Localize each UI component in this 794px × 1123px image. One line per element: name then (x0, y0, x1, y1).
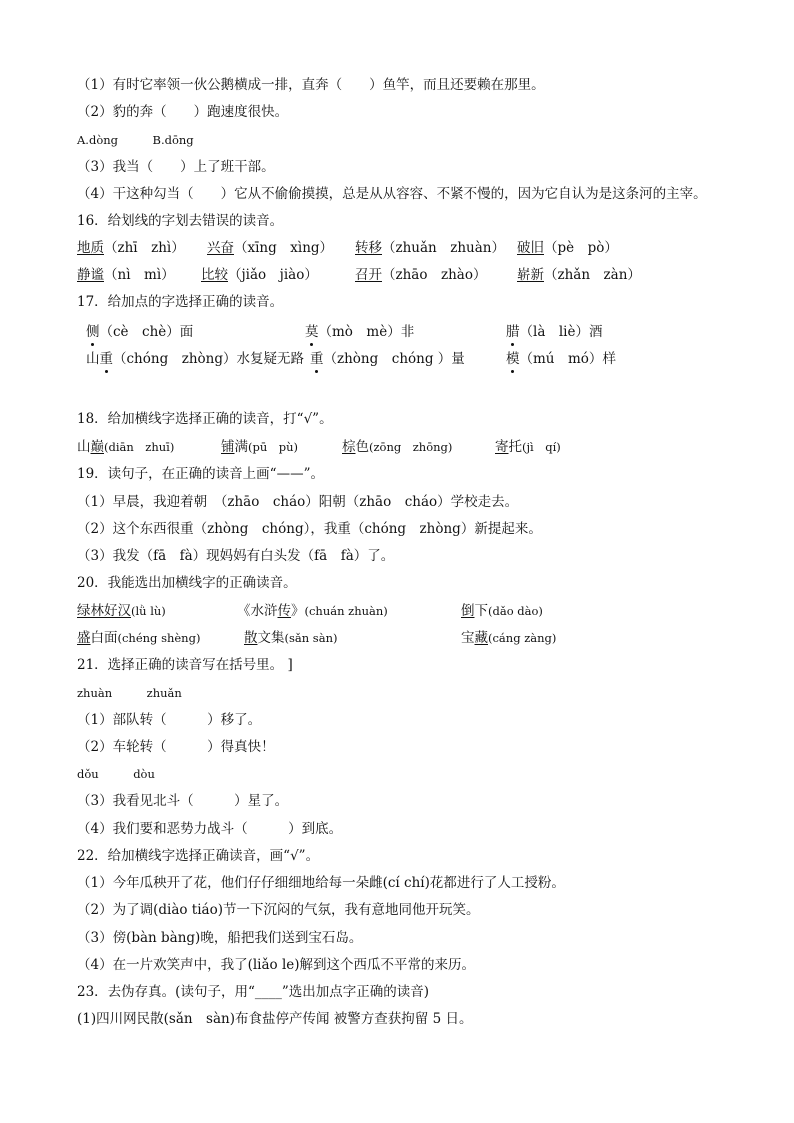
underlined-char: 巅 (90, 439, 104, 455)
pinyin-options: (zōng zhōng) (369, 440, 453, 454)
word-lead: 山 (77, 439, 91, 455)
q22-sentence-2: （2）为了调(diào tiáo)节一下沉闷的气氛，我有意地同他开玩笑。 (77, 902, 480, 918)
q22-sentence-4: （4）在一片欢笑声中，我了(liǎo le)解到这个西瓜不平常的来历。 (77, 957, 476, 973)
q19-sentence-1: （1）早晨，我迎着朝 （zhāo cháo）阳朝（zhāo cháo）学校走去。 (77, 494, 519, 510)
word-rest: 满 (234, 439, 248, 455)
word-rest: 非 (400, 324, 415, 340)
q16-title: 16．给划线的字划去错误的读音。 (77, 213, 284, 229)
pinyin-options: （xīng xìng） (234, 240, 334, 256)
q16-item (355, 266, 486, 284)
word-rest: 色 (355, 439, 369, 455)
dotted-char: 腊 (506, 324, 520, 340)
dotted-char: 重 (99, 351, 113, 367)
underlined-word: 转移 (355, 240, 382, 256)
q21-title: 21．选择正确的读音写在括号里。 ] (77, 657, 293, 673)
q15-sentence-2: （2）豹的奔（ ）跑速度很快。 (77, 104, 289, 120)
q21-sentence-3: （3）我看见北斗（ ）星了。 (77, 793, 289, 809)
pinyin-options: （là liè） (519, 324, 589, 340)
q16-item (207, 239, 333, 257)
underlined-char: 倒 (461, 603, 475, 619)
word-lead: 宝 (461, 630, 475, 646)
pinyin-options: （zhī zhì） (104, 240, 185, 256)
pinyin-options: （jiǎo jiào） (228, 267, 318, 283)
pinyin-options: （zhuǎn zhuàn） (382, 240, 505, 256)
pinyin-options: （mú mó） (519, 351, 603, 367)
dotted-char: 侧 (86, 324, 100, 340)
word-rest: 量 (451, 351, 465, 367)
q21-sentence-2: （2）车轮转（ ）得真快！ (77, 739, 275, 755)
word-rest: 下 (474, 603, 488, 619)
q20-item (461, 602, 543, 620)
underlined-char: 铺 (221, 439, 235, 455)
pinyin-options: （mò mè） (318, 324, 401, 340)
q15-sentence-4: （4）干这种勾当（ ）它从不偷偷摸摸，总是从从容容、不紧不慢的，因为它自认为是这条河的主宰。 (77, 186, 707, 202)
q20-item (461, 629, 556, 647)
q20-item (77, 602, 166, 620)
q18-item (77, 438, 174, 456)
q21-sentence-4: （4）我们要和恶势力战斗（ ）到底。 (77, 821, 343, 837)
q21-sentence-1: （1）部队转（ ）移了。 (77, 712, 262, 728)
underlined-char: 盛 (77, 630, 91, 646)
q20-title: 20．我能选出加横线字的正确读音。 (77, 575, 297, 591)
underlined-word: 破旧 (517, 240, 544, 256)
underlined-word: 召开 (355, 267, 382, 283)
dotted-char: 重 (310, 351, 324, 367)
pinyin-options: （zhāo zhào） (382, 267, 487, 283)
word-rest: 》 (291, 603, 305, 619)
pinyin-options: (pū pù) (248, 440, 299, 454)
pinyin-options: （pè pò） (544, 240, 618, 256)
word-rest: 面 (179, 324, 194, 340)
q16-item (77, 239, 185, 257)
q17-item (310, 350, 465, 368)
q16-item (517, 266, 641, 284)
q15-sentence-1: （1）有时它率领一伙公鹅横成一排，直奔（ ）鱼竿，而且还要赖在那里。 (77, 77, 545, 93)
q20-item (244, 629, 337, 647)
underlined-word: 绿林好汉 (77, 603, 131, 619)
underlined-word: 兴奋 (207, 240, 234, 256)
pinyin-options: (diān zhuī) (104, 440, 175, 454)
q16-item (355, 239, 505, 257)
dotted-char: 模 (506, 351, 520, 367)
pinyin-options: (dǎo dào) (488, 604, 543, 618)
underlined-word: 崭新 (517, 267, 544, 283)
pinyin-options: (chuán zhuàn) (304, 604, 388, 618)
q21-pinyin-pair-2: dǒu dòu (77, 767, 155, 781)
q19-sentence-3: （3）我发（fā fà）现妈妈有白头发（fā fà）了。 (77, 548, 395, 564)
underlined-char: 寄 (495, 439, 509, 455)
q17-item (305, 323, 414, 341)
q20-item (237, 602, 388, 620)
q17-title: 17．给加点的字选择正确的读音。 (77, 294, 284, 310)
dotted-char: 莫 (305, 324, 319, 340)
q23-title: 23．去伪存真。(读句子，用“____”选出加点字正确的读音) (77, 984, 430, 1000)
q18-item (221, 438, 298, 456)
q21-pinyin-pair-1: zhuàn zhuǎn (77, 686, 182, 700)
q19-title: 19．读句子，在正确的读音上画“——”。 (77, 466, 324, 482)
pinyin-options: （cè chè） (99, 324, 180, 340)
pinyin-options: （zhǎn zàn） (544, 267, 641, 283)
q19-sentence-2: （2）这个东西很重（zhòng chóng），我重（chóng zhòng）新提起来。 (77, 521, 542, 537)
underlined-char: 藏 (474, 630, 488, 646)
q16-item (77, 266, 175, 284)
pinyin-options: (jì qí) (522, 440, 561, 454)
q23-sentence-1: (1)四川网民散(sǎn sàn)布食盐停产传闻 被警方查获拘留 5 日。 (77, 1011, 473, 1027)
pinyin-options: (lǜ lù) (131, 604, 166, 618)
word-rest: 酒 (589, 324, 603, 340)
pinyin-options: (sǎn sàn) (284, 631, 338, 645)
q16-item (517, 239, 618, 257)
q17-item (506, 323, 603, 341)
q17-item (86, 350, 304, 368)
underlined-char: 传 (277, 603, 291, 619)
word-rest: 样 (602, 351, 616, 367)
q22-sentence-3: （3）傍(bàn bàng)晚，船把我们送到宝石岛。 (77, 930, 363, 946)
underlined-char: 散 (244, 630, 258, 646)
q18-item (342, 438, 452, 456)
q15-sentence-3: （3）我当（ ）上了班干部。 (77, 159, 275, 175)
pinyin-options: (cáng zàng) (488, 631, 557, 645)
underlined-word: 比较 (201, 267, 228, 283)
underlined-word: 静谧 (77, 267, 104, 283)
underlined-char: 棕 (342, 439, 356, 455)
word-rest: 水复疑无路 (236, 351, 304, 367)
word-rest: 托 (508, 439, 522, 455)
pinyin-options: （chóng zhòng） (113, 351, 237, 367)
q18-item (495, 438, 561, 456)
pinyin-options: (chéng shèng) (117, 631, 201, 645)
pinyin-options: （nì mì） (104, 267, 175, 283)
q22-sentence-1: （1）今年瓜秧开了花，他们仔仔细细地给每一朵雌(cí chí)花都进行了人工授粉。 (77, 875, 565, 891)
q22-title: 22．给加横线字选择正确读音，画“√”。 (77, 848, 320, 864)
word-lead: 山 (86, 351, 100, 367)
q16-item (201, 266, 318, 284)
word-lead: 《水浒 (237, 603, 278, 619)
word-rest: 文集 (257, 630, 285, 646)
q18-title: 18．给加横线字选择正确的读音，打“√”。 (77, 411, 333, 427)
q17-item (86, 323, 193, 341)
q15-options: A.dòng B.dōng (77, 133, 194, 147)
underlined-word: 地质 (77, 240, 104, 256)
pinyin-options: （zhòng chóng ） (323, 351, 452, 367)
word-rest: 白面 (90, 630, 118, 646)
q20-item (77, 629, 200, 647)
q17-item (506, 350, 616, 368)
